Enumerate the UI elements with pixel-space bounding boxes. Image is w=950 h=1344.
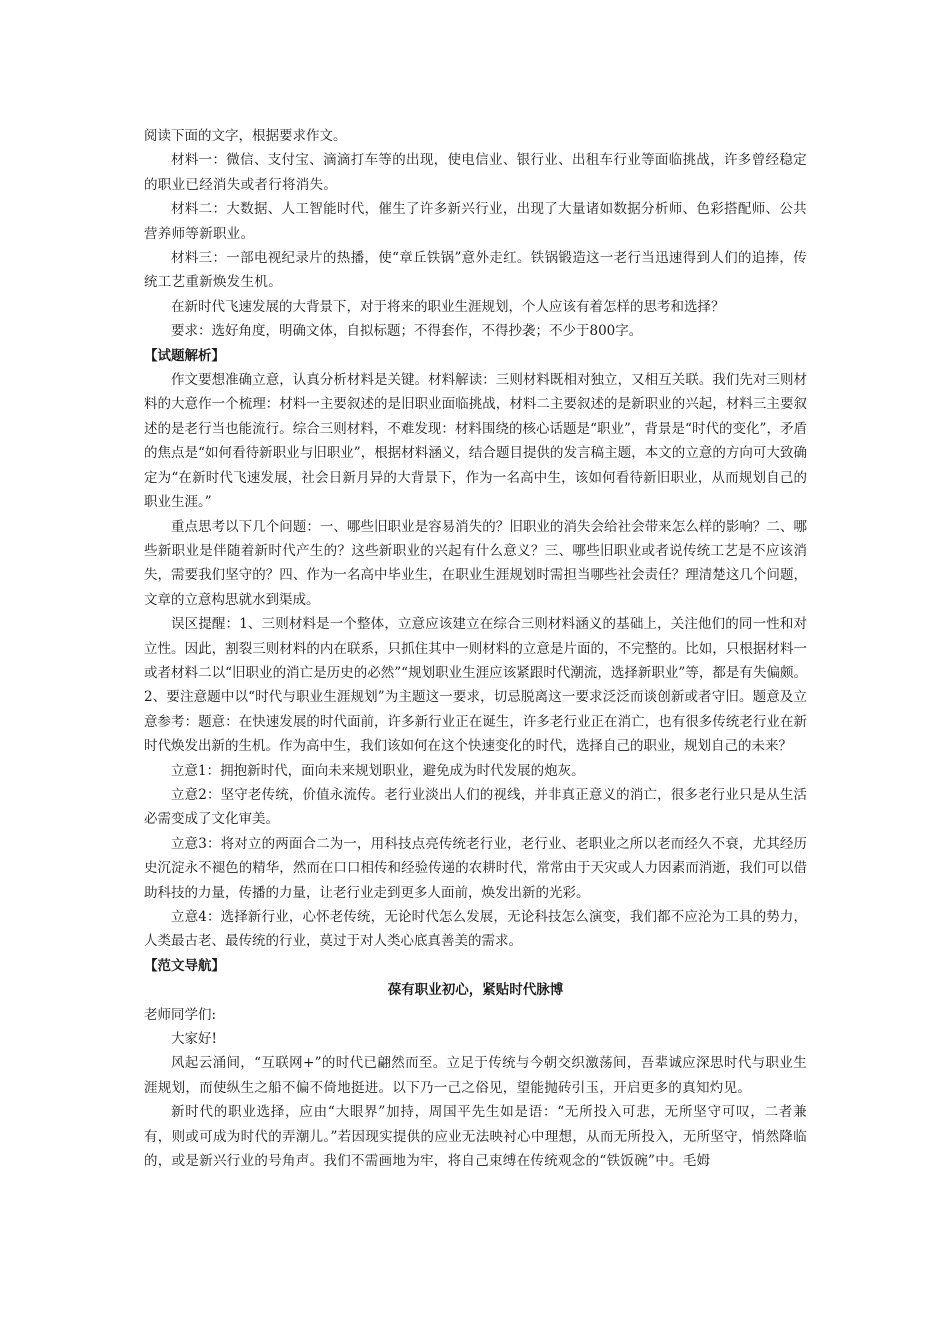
essay-paragraph-1: 风起云涌间，“互联网+”的时代已翩然而至。立足于传统与今朝交织激荡间，吾辈诚应深思时代与职业生涯规划，而使纵生之船不偏不倚地挺进。以下乃一己之俗见，望能抛砖引玉，开启更多的真知灼见。: [144, 1055, 807, 1096]
analysis-heading: 【试题解析】: [144, 347, 225, 364]
material-one: 材料一：微信、支付宝、滴滴打车等的出现，使电信业、银行业、出租车行业等面临挑战，许多曾经稳定的职业已经消失或者行将消失。: [144, 152, 807, 193]
essay-salutation: 老师同学们:: [144, 1006, 217, 1023]
material-three: 材料三：一部电视纪录片的热播，使“章丘铁锅”意外走红。铁锅锻造这一老行当迅速得到人们的追捧，传统工艺重新焕发生机。: [144, 250, 807, 291]
analysis-idea-3: 立意3：将对立的两面合二为一，用科技点亮传统老行业，老行业、老职业之所以老而经久不衰，尤其经历史沉淀永不褪色的精华，然而在口口相传和经验传递的农耕时代，常常由于天灾或人力因素而消逝，我们可以借助科技的力量，传播的力量，让老行业走到更多人面前，焕发出新的光彩。: [144, 835, 807, 901]
analysis-paragraph-2: 重点思考以下几个问题：一、哪些旧职业是容易消失的？旧职业的消失会给社会带来怎么样的影响？二、哪些新职业是伴随着新时代产生的？这些新职业的兴起有什么意义？三、哪些旧职业或者说传统工艺是不应该消失，需要我们坚守的？四、作为一名高中毕业生，在职业生涯规划时需担当哪些社会责任？理清楚这几个问题，文章的立意构思就水到渠成。: [144, 518, 807, 608]
prompt-requirements: 要求：选好角度，明确文体，自拟标题；不得套作，不得抄袭；不少于800字。: [171, 323, 643, 340]
analysis-paragraph-1: 作文要想准确立意，认真分析材料是关键。材料解读：三则材料既相对独立，又相互关联。我们先对三则材料的大意作一个梳理：材料一主要叙述的是旧职业面临挑战，材料二主要叙述的是新职业的兴起，材料三主要叙述的是老行当也能流行。综合三则材料，不难发现：材料围绕的核心话题是“职业”，背景是“时代的变化”，矛盾的焦点是“如何看待新职业与旧职业”，根据材料涵义，结合题目提供的发言稿主题，本文的立意的方向可大致确定为“在新时代飞速发展，社会日新月异的大背景下，作为一名高中生，该如何看待新旧职业，从而规划自己的职业生涯。”: [144, 372, 807, 511]
essay-paragraph-2: 新时代的职业选择，应由“大眼界”加持，周国平先生如是语：“无所投入可悲，无所坚守可叹，二者兼有，则或可成为时代的弄潮儿。”若因现实提供的应业无法映衬心中理想，从而无所投入，无所坚守，悄然降临的，或是新兴行业的号角声。我们不需画地为牢，将自己束缚在传统观念的“铁饭碗”中。毛姆: [144, 1104, 807, 1170]
document-page: [144, 124, 807, 1173]
material-two: 材料二：大数据、人工智能时代，催生了许多新兴行业，出现了大量诸如数据分析师、色彩搭配师、公共营养师等新职业。: [144, 201, 807, 242]
model-essay-heading: 【范文导航】: [144, 957, 225, 974]
prompt-intro: 阅读下面的文字，根据要求作文。: [144, 128, 347, 144]
essay-greeting: 大家好!: [171, 1031, 217, 1048]
analysis-idea-4: 立意4：选择新行业，心怀老传统，无论时代怎么发展，无论科技怎么演变，我们都不应沦为工具的势力，人类最古老、最传统的行业，莫过于对人类心底真善美的需求。: [144, 909, 807, 950]
prompt-question: 在新时代飞速发展的大背景下，对于将来的职业生涯规划，个人应该有着怎样的思考和选择？: [171, 298, 725, 315]
analysis-paragraph-3: 误区提醒：1、三则材料是一个整体，立意应该建立在综合三则材料涵义的基础上，关注他们的同一性和对立性。因此，割裂三则材料的内在联系，只抓住其中一则材料的立意是片面的，不完整的。比如，只根据材料一或者材料二以“旧职业的消亡是历史的必然”“规划职业生涯应该紧跟时代潮流，选择新职业”等，都是有失偏颇。2、要注意题中以“时代与职业生涯规划”为主题这一要求，切忌脱离这一要求泛泛而谈创新或者守旧。题意及立意参考：题意：在快速发展的时代面前，许多新行业正在诞生，许多老行业正在消亡，也有很多传统老行业在新时代焕发出新的生机。作为高中生，我们该如何在这个快速变化的时代，选择自己的职业，规划自己的未来？: [144, 616, 807, 755]
analysis-idea-2: 立意2：坚守老传统，价值永流传。老行业淡出人们的视线，并非真正意义的消亡，很多老行业只是从生活必需变成了文化审美。: [144, 786, 807, 828]
essay-title: 葆有职业初心，紧贴时代脉博: [387, 982, 564, 999]
analysis-idea-1: 立意1：拥抱新时代，面向未来规划职业，避免成为时代发展的炮灰。: [171, 762, 585, 779]
